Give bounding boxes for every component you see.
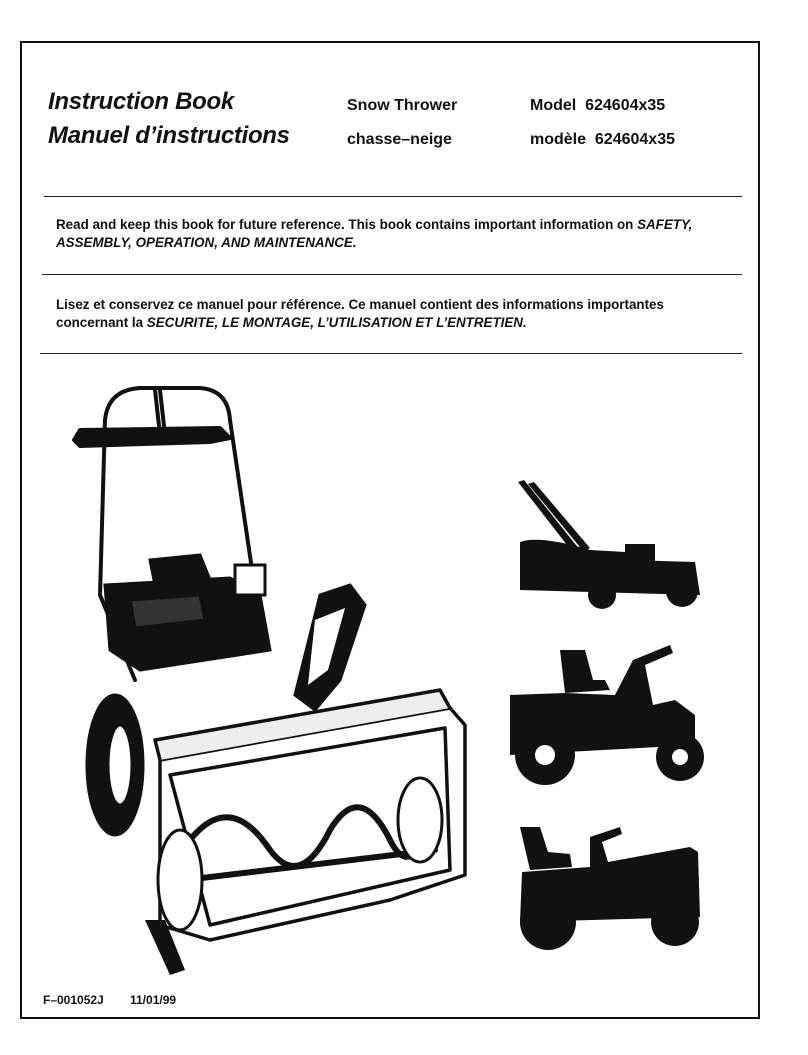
notice-french-emph: SECURITE, LE MONTAGE, L’UTILISATION ET L’ENTRETIEN. — [146, 315, 527, 330]
notice-french — [56, 296, 736, 332]
divider-2 — [42, 274, 742, 275]
divider-1 — [44, 196, 742, 197]
product-french: chasse–neige — [347, 131, 452, 148]
riding-mower-silhouette — [505, 645, 710, 790]
snow-thrower-illustration — [60, 380, 480, 980]
notice-english-text: Read and keep this book for future reference. This book contains important information on — [56, 217, 638, 232]
notice-french-text-1: Lisez et conservez ce manuel pour référence. Ce manuel contient des informations importantes — [56, 297, 664, 312]
lawn-tractor-silhouette — [510, 822, 705, 952]
title-english: Instruction Book — [48, 88, 234, 115]
form-number: F–001052J — [43, 993, 104, 1007]
notice-english-emph-1: SAFETY, — [637, 217, 693, 232]
model-french: modèle 624604x35 — [530, 131, 675, 148]
lawn-mower-silhouette — [510, 480, 705, 610]
notice-english — [56, 216, 736, 252]
model-english: Model 624604x35 — [530, 97, 666, 114]
notice-french-text-2: concernant la — [56, 315, 147, 330]
issue-date: 11/01/99 — [130, 993, 177, 1007]
notice-english-emph-2: ASSEMBLY, OPERATION, AND MAINTENANCE. — [56, 235, 357, 250]
divider-3 — [40, 353, 742, 354]
title-french: Manuel d’instructions — [48, 122, 290, 149]
product-english: Snow Thrower — [347, 97, 458, 114]
